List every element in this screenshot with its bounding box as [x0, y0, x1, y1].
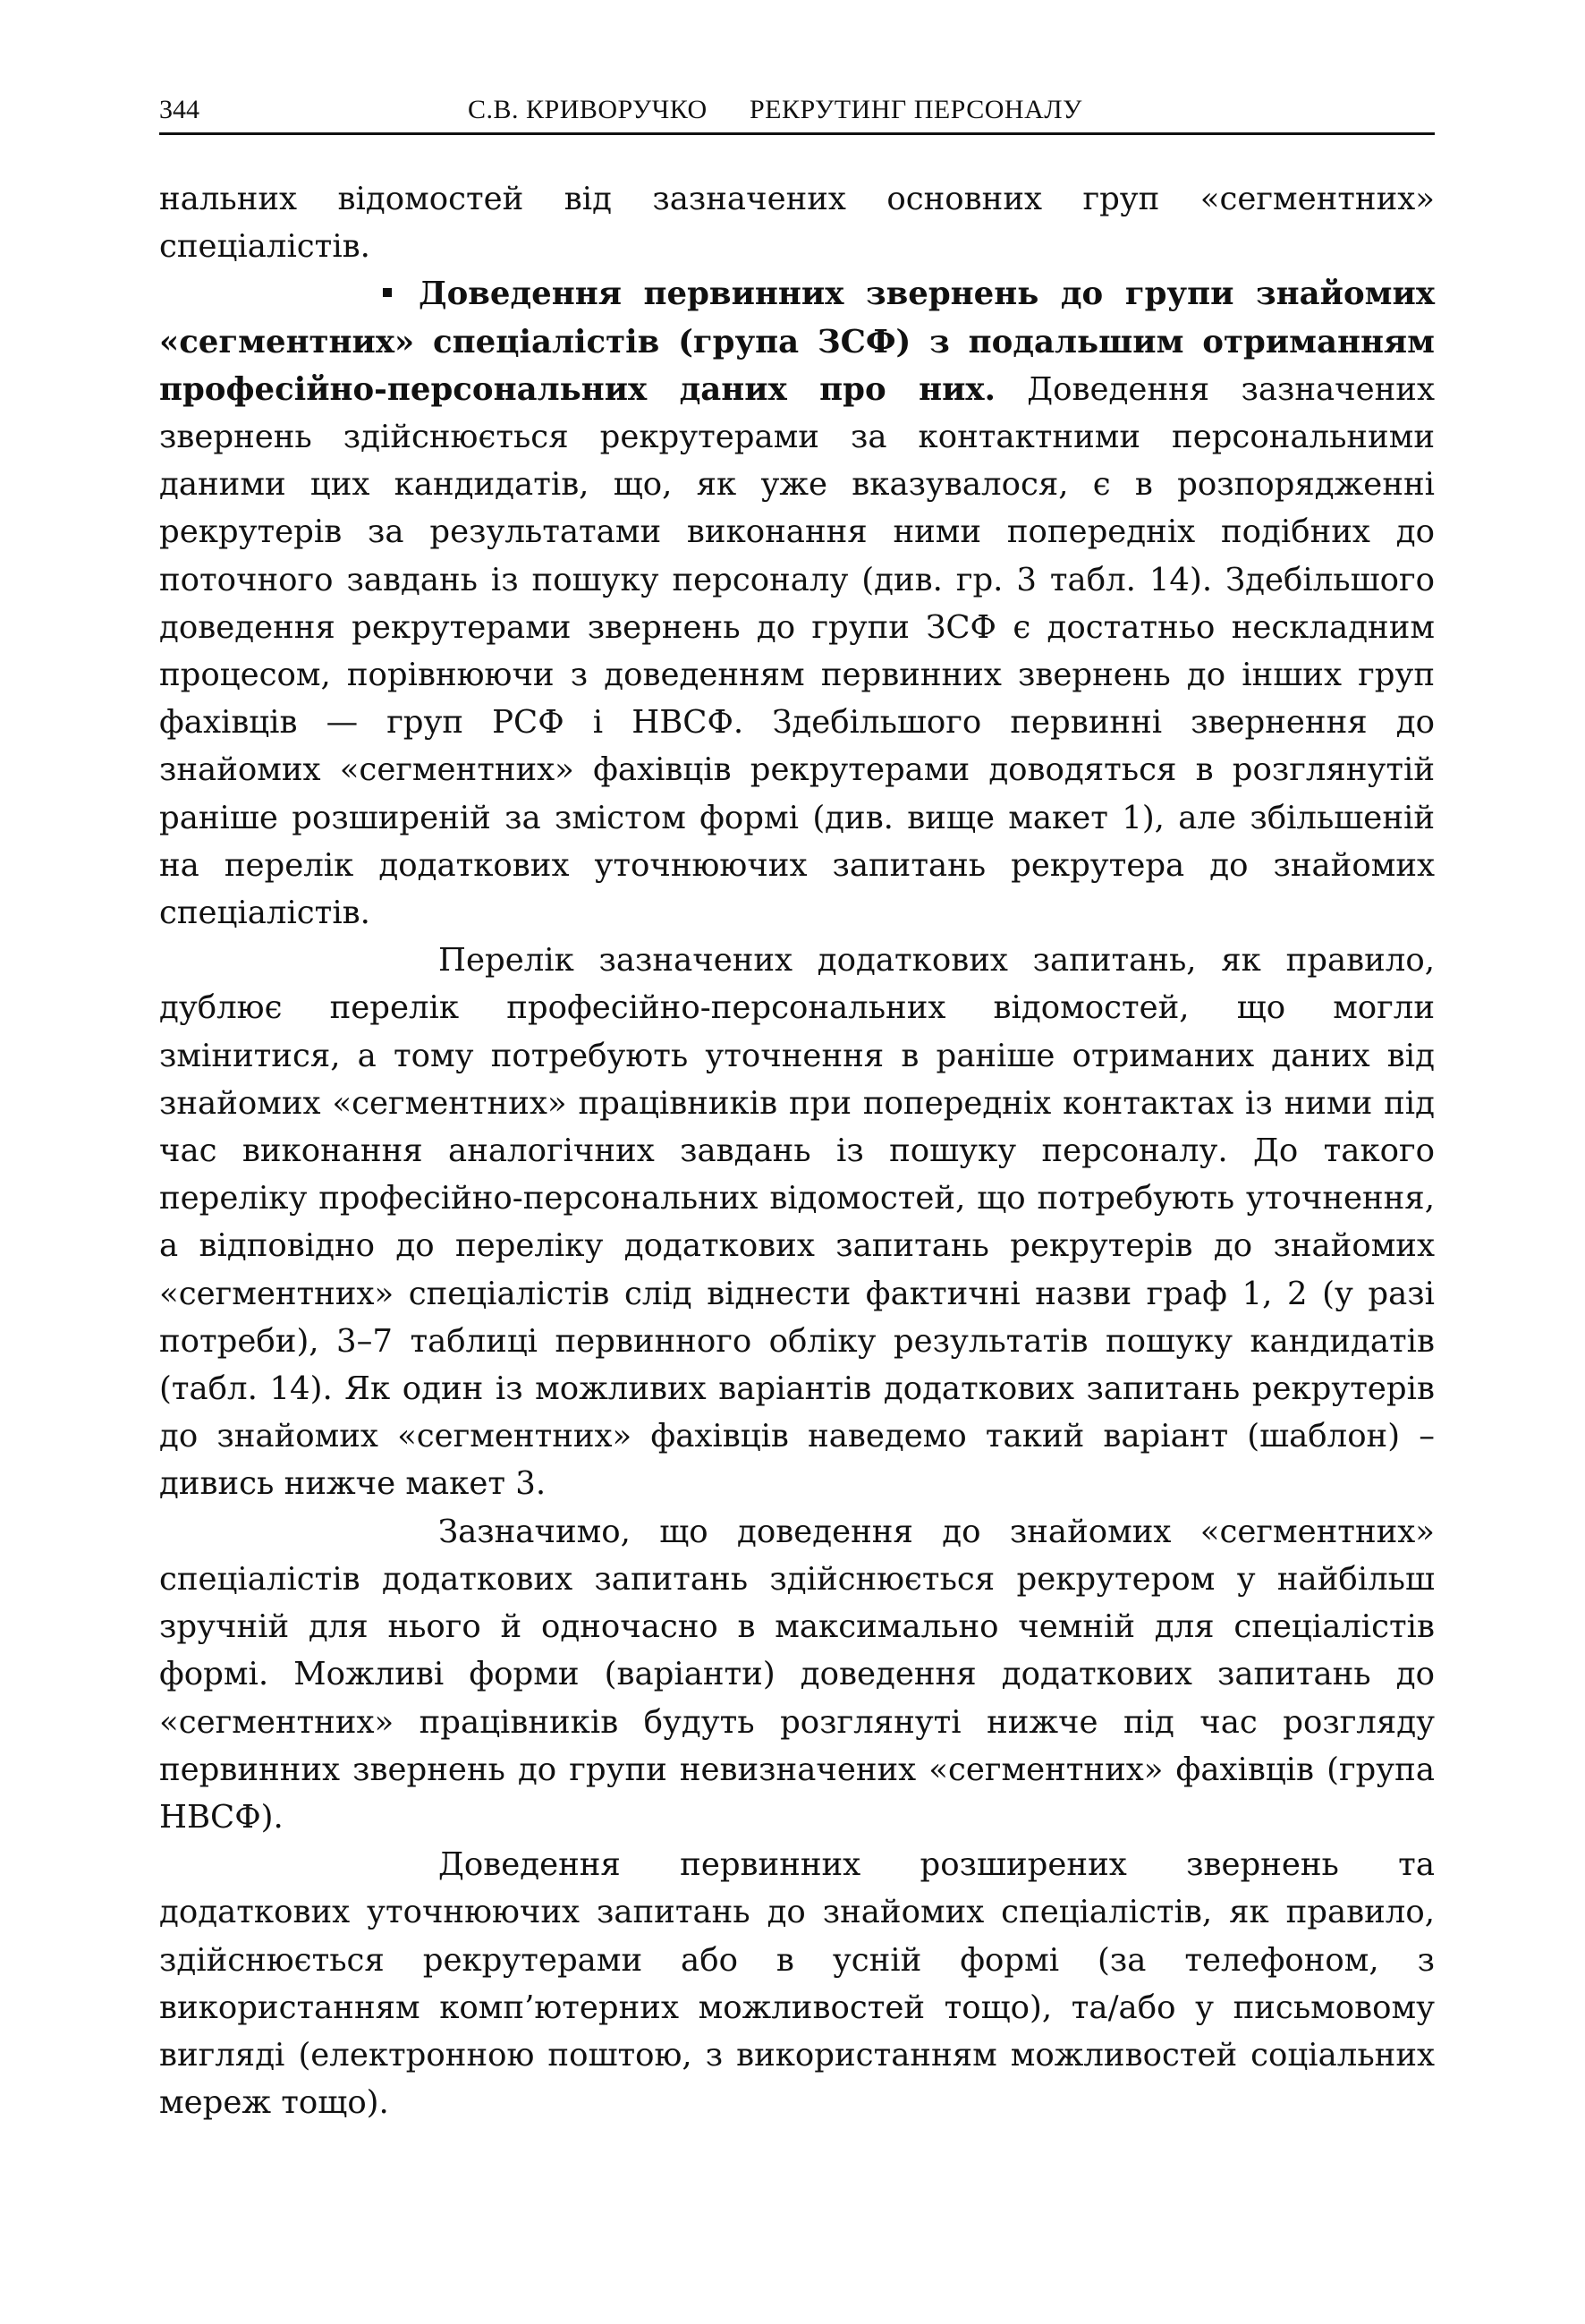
paragraph: Зазначимо, що доведення до знайомих «сегментних» спеціалістів додаткових запитань здійснюється рекрутером у найбільш зручній для нього й одночасно в максимально чемній для спеціалістів формі. Можливі форми (варіанти) доведення додаткових запитань до «сегментних» працівників будуть розглянуті нижче під час розгляду первинних звернень до групи невизначених «сегментних» фахівців (група НВСФ).	[159, 1513, 1435, 1836]
bullet-heading: Доведення первинних звернень до групи знайомих «сегментних» спеціалістів (група ЗСФ) з подальшим отриманням професійно-персональних даних про них.	[159, 276, 1435, 408]
page-number: 344	[159, 95, 199, 124]
bullet-paragraph	[159, 270, 1435, 937]
bullet-square-icon	[383, 288, 392, 297]
page-body	[159, 175, 1435, 2126]
header-author: С.В. КРИВОРУЧКО	[468, 95, 708, 124]
paragraph: Доведення первинних розширених звернень та додаткових уточнюючих запитань до знайомих спеціалістів, як правило, здійснюється рекрутерами або в усній формі (за телефоном, з використанням комп’ютерних можливостей тощо), та/або у письмовому вигляді (електронною поштою, з використанням можливостей соціальних мереж тощо).	[159, 1846, 1435, 2122]
paragraph: Перелік зазначених додаткових запитань, як правило, дублює перелік професійно-персональних відомостей, що могли змінитися, а тому потребують уточнення в раніше отриманих даних від знайомих «сегментних» працівників при попередніх контактах із ними під час виконання аналогічних завдань із пошуку персоналу. До такого переліку професійно-персональних відомостей, що потребують уточнення, а відповідно до переліку додаткових запитань рекрутерів до знайомих «сегментних» спеціалістів слід віднести фактичні назви граф 1, 2 (у разі потреби), 3–7 таблиці первинного обліку результатів пошуку кандидатів (табл. 14). Як один із можливих варіантів додаткових запитань рекрутерів до знайомих «сегментних» фахівців наведемо такий варіант (шаблон) – дивись нижче макет 3.	[159, 942, 1435, 1503]
header-book-title: РЕКРУТИНГ ПЕРСОНАЛУ	[750, 95, 1082, 124]
paragraph-continuation: нальних відомостей від зазначених основних груп «сегментних» спеціалістів.	[159, 181, 1435, 266]
bullet-paragraph-text: Доведення зазначених звернень здійснюється рекрутерами за контактними персональними даними цих кандидатів, що, як уже вказувалося, є в розпорядженні рекрутерів за результатами виконання ними попередніх подібних до поточного завдань із пошуку персоналу (див. гр. 3 табл. 14). Здебільшого доведення рекрутерами звернень до групи ЗСФ є достатньо нескладним процесом, порівнюючи з доведенням первинних звернень до інших груп фахівців — груп РСФ і НВСФ. Здебільшого первинні звернення до знайомих «сегментних» фахівців рекрутерами доводяться в розглянутій раніше розширеній за змістом формі (див. вище макет 1), але збільшеній на перелік додаткових уточнюючих запитань рекрутера до знайомих спеціалістів.	[159, 370, 1435, 932]
running-header	[159, 86, 1435, 135]
